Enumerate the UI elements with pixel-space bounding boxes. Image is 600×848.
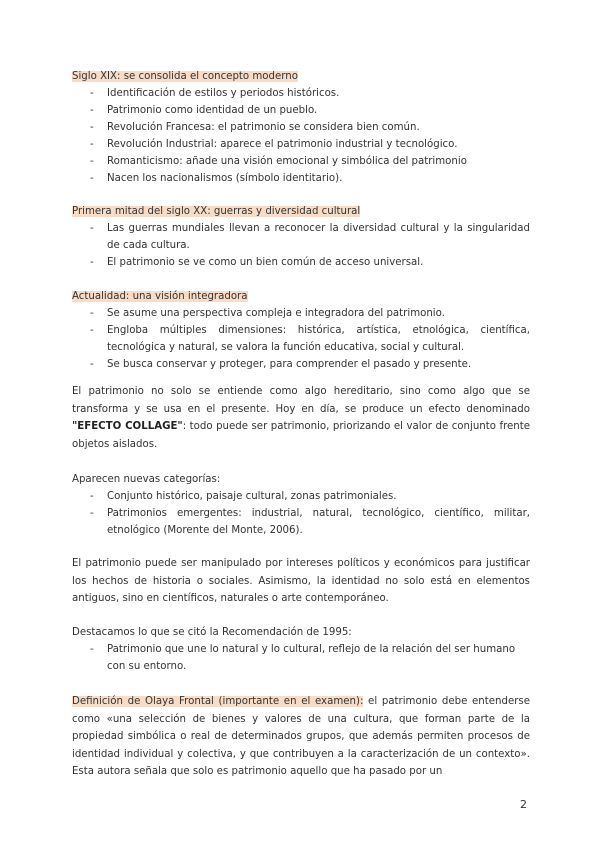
list-item: - Las guerras mundiales llevan a reconocer la diversidad cultural y la singularidad de cada cultura. xyxy=(72,220,530,254)
list-item: - Patrimonio como identidad de un pueblo. xyxy=(72,102,530,119)
categories-intro: Aparecen nuevas categorías: xyxy=(72,474,221,485)
list-item: - Se asume una perspectiva compleja e integradora del patrimonio. xyxy=(72,305,530,322)
section-heading-siglo-xx: Primera mitad del siglo XX: guerras y diversidad cultural xyxy=(72,206,361,217)
list-item: - Nacen los nacionalismos (símbolo identitario). xyxy=(72,170,530,187)
paragraph-efecto-collage: El patrimonio no solo se entiende como algo hereditario, sino como algo que se transforma y se usa en el presente. Hoy en día, se produce un efecto denominado "EFECTO COLLAGE": todo puede ser patrimonio, priorizando el valor de conjunto frente objetos aislados. xyxy=(72,386,530,450)
list-categorias xyxy=(72,488,530,539)
list-item: - Revolución Industrial: aparece el patrimonio industrial y tecnológico. xyxy=(72,136,530,153)
list-actualidad xyxy=(72,305,530,373)
list-item: - Revolución Francesa: el patrimonio se considera bien común. xyxy=(72,119,530,136)
list-item: - El patrimonio se ve como un bien común de acceso universal. xyxy=(72,254,530,271)
section-heading-actualidad: Actualidad: una visión integradora xyxy=(72,291,248,302)
bold-term: "EFECTO COLLAGE" xyxy=(72,421,183,433)
list-recomendacion xyxy=(72,641,530,675)
paragraph-definicion: Definición de Olaya Frontal (importante en el examen): el patrimonio debe entenderse como «una selección de bienes y valores de una cultura, que forman parte de la propiedad simbólica o real de determinados grupos, que además permiten procesos de identidad individual y colectiva, y que contribuyen a la caracterización de un contexto». Esta autora señala que solo es patrimonio aquello que ha pasado por un xyxy=(72,696,530,778)
list-item: - Patrimonios emergentes: industrial, natural, tecnológico, científico, militar, etnológico (Morente del Monte, 2006). xyxy=(72,505,530,539)
page-number: 2 xyxy=(520,798,527,811)
list-item: - Patrimonio que une lo natural y lo cultural, reflejo de la relación del ser humano con su entorno. xyxy=(72,641,530,675)
list-item: - Romanticismo: añade una visión emocional y simbólica del patrimonio xyxy=(72,153,530,170)
paragraph-manipulacion: El patrimonio puede ser manipulado por intereses políticos y económicos para justificar los hechos de historia o sociales. Asimismo, la identidad no solo está en elementos antiguos, sino en científicos, naturales o arte contemporáneo. xyxy=(72,558,530,605)
list-item: - Se busca conservar y proteger, para comprender el pasado y presente. xyxy=(72,356,530,373)
list-siglo-xx xyxy=(72,220,530,271)
list-item: - Conjunto histórico, paisaje cultural, zonas patrimoniales. xyxy=(72,488,530,505)
list-siglo-xix xyxy=(72,85,530,187)
list-item: - Engloba múltiples dimensiones: histórica, artística, etnológica, científica, tecnológica y natural, se valora la función educativa, social y cultural. xyxy=(72,322,530,356)
recommendation-intro: Destacamos lo que se citó la Recomendación de 1995: xyxy=(72,627,352,638)
list-item: - Identificación de estilos y periodos históricos. xyxy=(72,85,530,102)
section-heading-siglo-xix: Siglo XIX: se consolida el concepto moderno xyxy=(72,71,298,82)
definition-label: Definición de Olaya Frontal (importante en el examen): xyxy=(72,696,364,707)
